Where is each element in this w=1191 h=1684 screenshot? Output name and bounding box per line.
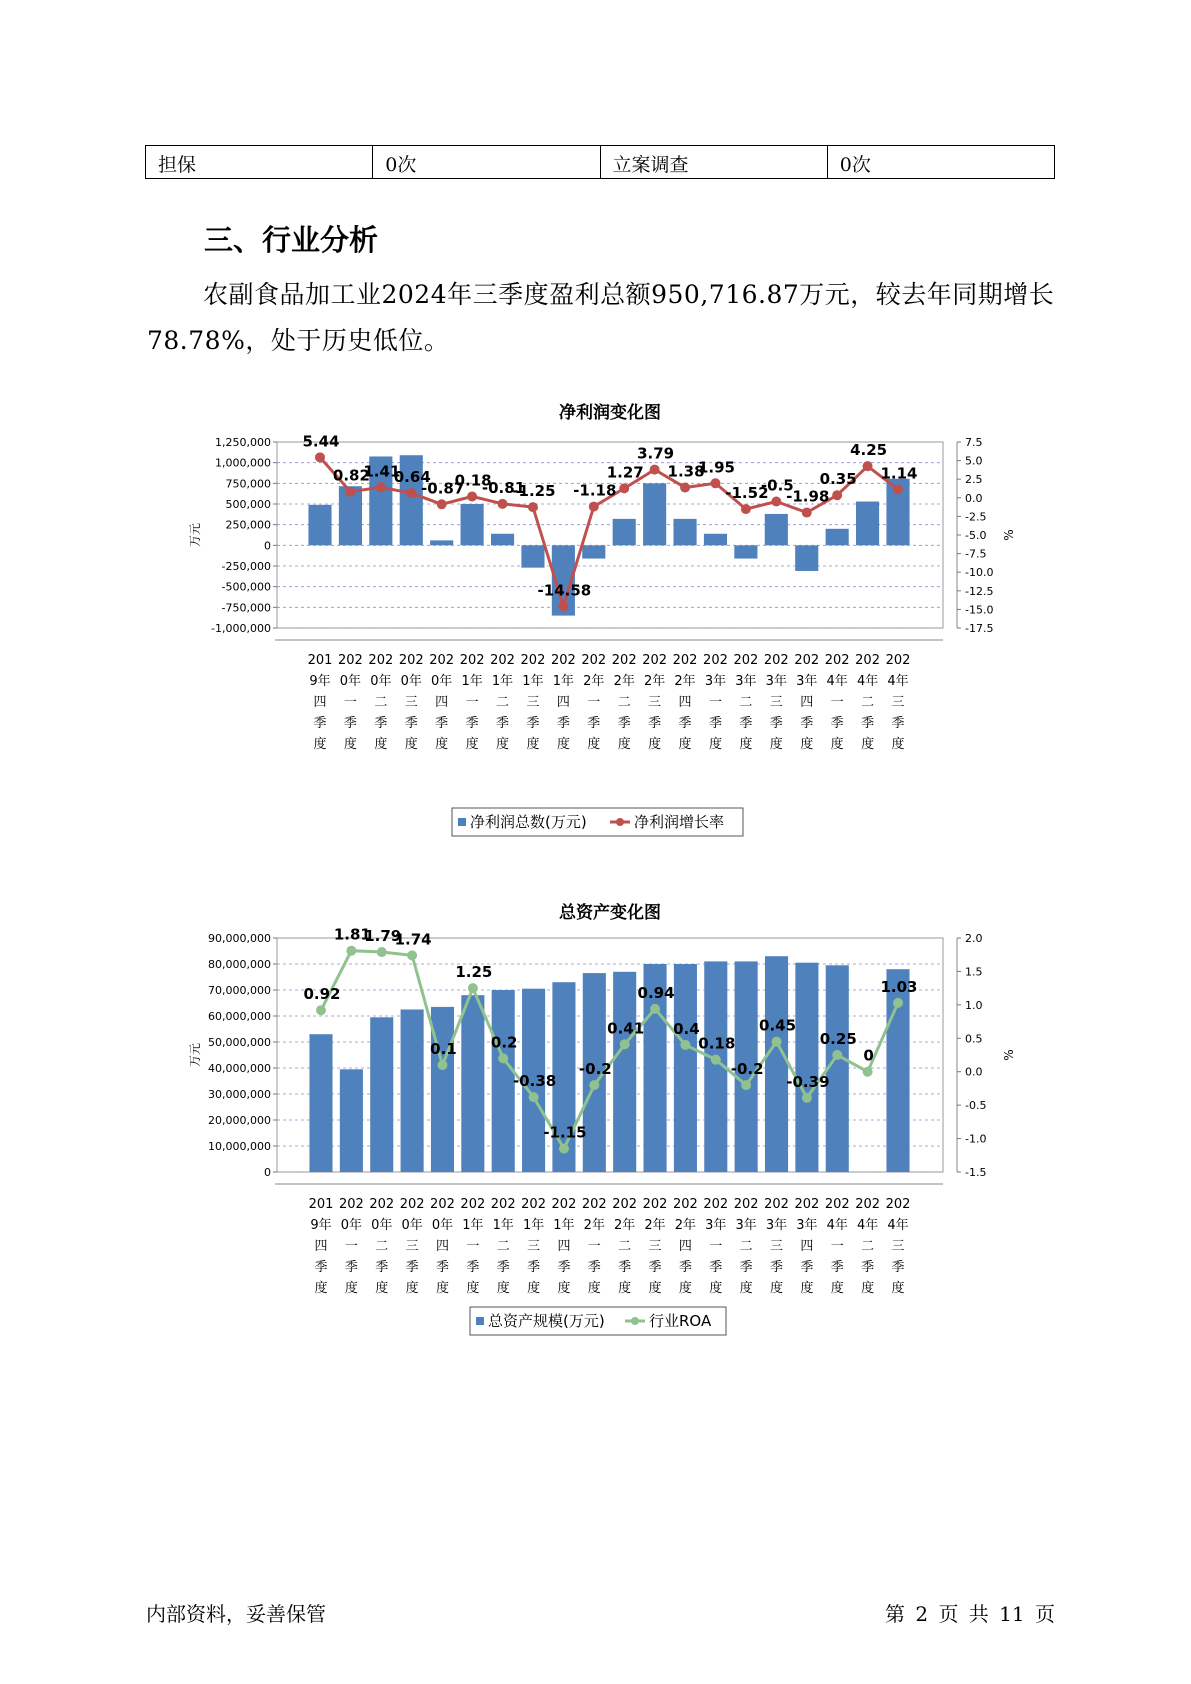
x-tick-label: 202 2年四季度 [673,1197,698,1296]
data-label: 1.27 [606,463,644,482]
data-label: -1.18 [573,481,617,500]
series-point [558,601,568,611]
data-label: 0.45 [759,1016,797,1035]
x-tick-label: 202 2年二季度 [611,653,637,752]
series-point [437,499,447,509]
x-tick-label: 202 1年一季度 [460,1197,486,1296]
table-cell: 0次 [827,146,1054,179]
series-point [741,1080,751,1090]
bar [370,1017,393,1172]
x-tick-label: 202 2年四季度 [672,653,698,752]
bar [430,540,453,545]
x-tick-label: 202 4年二季度 [855,653,880,752]
x-tick-label: 202 1年三季度 [520,653,546,752]
series-point [741,504,751,514]
data-label: 0.1 [430,1040,457,1059]
total-assets-chart [0,895,1191,1345]
legend-line-label: 净利润增长率 [634,813,725,831]
series-point [589,502,599,512]
y2-tick-label: 0.0 [965,491,983,505]
legend-bar-label: 净利润总数(万元) [470,813,587,831]
bar [765,514,788,545]
table-row [146,146,1055,179]
bar [309,1034,332,1172]
series-point [346,946,356,956]
x-tick-label: 202 1年四季度 [551,1197,577,1296]
data-label: 0.82 [332,466,370,485]
series-point [315,452,325,462]
bar [674,964,697,1172]
y-tick-label: -250,000 [221,560,271,573]
x-tick-label: 202 1年四季度 [550,653,576,752]
x-tick-label: 202 1年二季度 [490,653,515,752]
series-point [406,488,416,498]
y-tick-label: 90,000,000 [208,932,271,945]
data-label: 4.25 [850,441,888,460]
y-tick-label: 500,000 [225,498,271,511]
x-tick-label: 202 2年二季度 [612,1197,638,1296]
info-table [145,145,1055,179]
table-cell: 担保 [146,146,373,179]
series-point [802,508,812,518]
legend-line-marker [631,1317,639,1325]
series-point [620,1039,630,1049]
data-label: 0 [863,1046,874,1065]
y2-tick-label: -17.5 [965,622,994,635]
data-label: 0.94 [637,983,675,1002]
series-point [437,1060,447,1070]
data-label: 1.03 [880,977,918,996]
series-point [832,490,842,500]
y-tick-label: 0 [264,539,271,553]
x-tick-label: 202 4年二季度 [855,1197,881,1296]
y2-axis-label: % [1002,1049,1016,1061]
series-point [802,1093,812,1103]
bar [795,963,818,1172]
series-point [345,487,355,497]
bar [308,505,331,546]
data-label: 0.18 [454,471,492,490]
bar [704,534,727,546]
data-label: 1.95 [697,458,735,477]
y2-tick-label: -0.5 [965,1099,987,1113]
y2-tick-label: 5.0 [965,454,983,468]
data-label: 3.79 [637,444,675,463]
data-label: -0.81 [481,478,526,497]
series-point [498,1053,508,1063]
series-point [893,998,903,1008]
legend-bar-label: 总资产规模(万元) [488,1312,605,1330]
series-point [528,502,538,512]
data-label: 5.44 [302,432,340,451]
y-tick-label: 750,000 [225,477,271,491]
x-tick-label: 201 9年四季度 [308,1197,334,1296]
y-tick-label: 0 [264,1166,271,1179]
x-tick-label: 202 4年一季度 [824,1197,850,1296]
data-label: -0.2 [730,1060,764,1079]
y-tick-label: 40,000,000 [208,1062,271,1075]
y-tick-label: 80,000,000 [208,958,271,971]
data-label: -0.87 [421,479,465,498]
series-point [711,1055,721,1065]
data-label: 0.2 [490,1033,518,1052]
x-tick-label: 202 1年二季度 [490,1197,516,1296]
series-point [529,1092,539,1102]
footer-page-number: 第 2 页 共 11 页 [885,1602,1055,1626]
data-label: -0.39 [786,1072,830,1091]
x-tick-label: 202 2年三季度 [642,653,668,752]
x-tick-label: 202 3年二季度 [733,1197,759,1296]
y2-tick-label: -7.5 [965,547,987,561]
data-label: -1.15 [543,1123,587,1142]
bar [673,519,696,545]
series-point [377,947,387,957]
bar [856,502,879,546]
y2-tick-label: 1.5 [965,965,983,979]
data-label: 1.14 [880,464,918,483]
series-point [680,1040,690,1050]
x-tick-label: 202 2年三季度 [642,1197,668,1296]
y2-tick-label: -15.0 [965,603,994,617]
bar [492,990,515,1172]
x-tick-label: 202 0年三季度 [399,1197,425,1296]
series-point [498,499,508,509]
x-tick-label: 202 0年二季度 [368,653,394,752]
y-axis-label: 万元 [188,1042,202,1068]
y-axis-label: 万元 [188,522,202,548]
y-tick-label: -1,000,000 [211,622,271,635]
data-label: 1.74 [394,930,432,949]
data-label: -14.58 [537,581,592,600]
data-label: 1.41 [363,462,401,481]
x-tick-label: 202 3年一季度 [703,1197,729,1296]
x-tick-label: 202 2年一季度 [581,1197,607,1296]
data-label: 1.25 [455,963,493,982]
y-tick-label: -500,000 [221,580,271,594]
x-tick-label: 202 3年一季度 [703,653,728,752]
x-tick-label: 202 1年一季度 [459,653,485,752]
series-point [771,497,781,507]
y-tick-label: -750,000 [221,601,271,615]
data-label: -1.25 [512,482,556,501]
x-tick-label: 202 4年三季度 [885,1197,911,1296]
series-point [407,950,417,960]
bar [734,545,757,558]
footer-confidential: 内部资料，妥善保管 [146,1602,326,1626]
x-tick-label: 202 0年一季度 [338,1197,364,1296]
y2-axis-label: % [1002,529,1016,541]
section-title: 三、行业分析 [204,223,379,257]
y2-tick-label: -12.5 [965,584,994,598]
bar [613,972,636,1172]
x-tick-label: 202 3年四季度 [794,1197,820,1296]
series-point [680,483,690,493]
x-tick-label: 202 0年三季度 [398,653,424,752]
data-label: -0.38 [512,1072,557,1091]
chart-title: 净利润变化图 [559,403,661,423]
y2-tick-label: -2.5 [965,510,987,524]
series-point [863,461,873,471]
y2-tick-label: 0.5 [965,1032,983,1046]
y-tick-label: 30,000,000 [208,1088,271,1101]
x-tick-label: 202 3年四季度 [794,653,820,752]
bar [340,1069,363,1172]
data-label: -0.2 [578,1060,612,1079]
x-tick-label: 202 4年一季度 [824,653,850,752]
net-profit-chart [0,395,1191,845]
data-label: 1.79 [364,927,402,946]
legend-bar-swatch [458,818,466,826]
table-cell: 0次 [373,146,600,179]
data-label: 1.81 [333,925,371,944]
data-label: -1.98 [786,487,830,506]
bar [521,545,544,567]
series-point [832,1050,842,1060]
series-point [467,491,477,501]
table-cell: 立案调查 [600,146,827,179]
y2-tick-label: -5.0 [965,529,987,542]
data-label: 0.18 [698,1034,736,1053]
series-point [468,983,478,993]
data-label: 1.38 [667,462,705,481]
bar [643,483,666,545]
legend-line-marker [616,818,624,826]
x-tick-label: 202 0年四季度 [429,653,455,752]
bar [461,995,484,1172]
y2-tick-label: 1.0 [965,998,983,1012]
bar [461,504,484,545]
bar [613,519,636,545]
legend-bar-swatch [476,1317,484,1325]
data-label: -0.5 [760,476,794,495]
y-tick-label: 250,000 [225,518,271,532]
series-point [893,484,903,494]
data-label: 0.92 [303,985,341,1004]
data-label: -1.52 [725,484,769,503]
x-tick-label: 202 3年二季度 [733,653,759,752]
y2-tick-label: -1.0 [965,1132,987,1146]
data-label: 0.25 [819,1030,857,1048]
x-tick-label: 202 0年四季度 [430,1197,455,1296]
data-label: 0.35 [819,470,857,489]
analysis-paragraph: 农副食品加工业2024年三季度盈利总额950,716.87万元，较去年同期增长78.78%，处于历史低位。 [147,280,1055,355]
x-tick-label: 201 9年四季度 [307,653,333,752]
bar [795,545,818,571]
y-tick-label: 70,000,000 [208,984,271,997]
series-point [559,1144,569,1154]
y-tick-label: 1,000,000 [215,456,271,470]
bar [401,1010,424,1173]
data-label: 0.64 [393,468,431,487]
bar [491,534,514,546]
legend-line-label: 行业ROA [649,1312,712,1330]
y-tick-label: 1,250,000 [215,436,271,449]
series-point [710,478,720,488]
data-label: 0.4 [673,1019,700,1038]
x-tick-label: 202 0年二季度 [369,1197,395,1296]
y-tick-label: 10,000,000 [208,1140,271,1153]
chart-title: 总资产变化图 [559,903,661,923]
series-point [316,1005,326,1015]
y2-tick-label: 2.0 [965,932,983,945]
y2-tick-label: 0.0 [965,1065,983,1079]
x-tick-label: 202 1年三季度 [521,1197,546,1296]
series-point [650,1004,660,1014]
y-tick-label: 60,000,000 [208,1010,271,1023]
y2-tick-label: -1.5 [965,1166,987,1179]
y-tick-label: 50,000,000 [208,1036,271,1049]
y-tick-label: 20,000,000 [208,1114,271,1127]
bar [826,529,849,546]
x-tick-label: 202 3年三季度 [763,653,789,752]
series-point [376,482,386,492]
series-point [619,483,629,493]
series-point [863,1067,873,1077]
data-label: 0.41 [607,1019,645,1038]
x-tick-label: 202 0年一季度 [338,653,363,752]
x-tick-label: 202 3年三季度 [764,1197,789,1296]
y2-tick-label: 2.5 [965,473,983,487]
y2-tick-label: 7.5 [965,436,983,449]
bar [582,545,605,558]
bar [765,956,788,1172]
series-point [772,1037,782,1047]
x-tick-label: 202 4年三季度 [885,653,911,752]
series-point [650,465,660,475]
series-point [589,1080,599,1090]
y2-tick-label: -10.0 [965,566,994,580]
x-tick-label: 202 2年一季度 [581,653,607,752]
